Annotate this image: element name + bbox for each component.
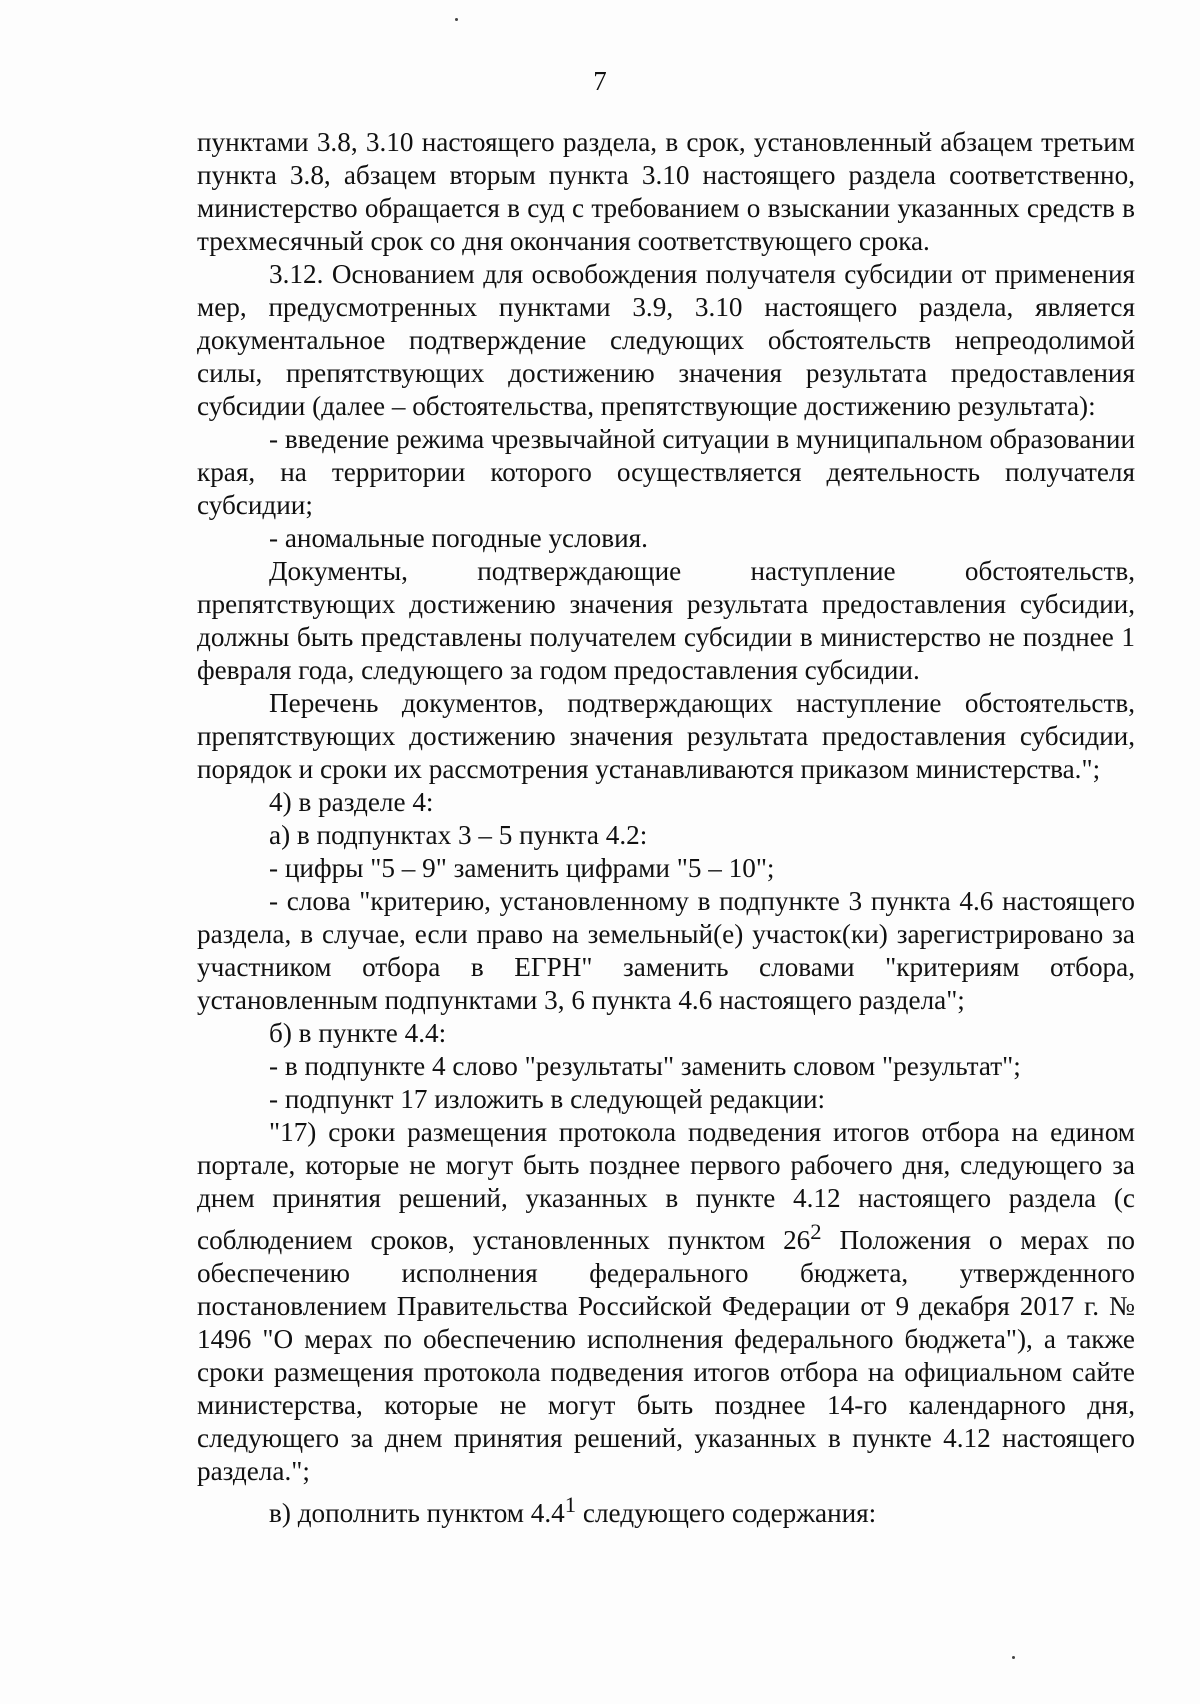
page-number: 7 (593, 66, 607, 96)
paragraph: - подпункт 17 изложить в следующей редакции: (269, 1084, 826, 1114)
paragraph: Перечень документов, подтверждающих наступление обстоятельств, препятствующих достижению значения результата предоставления субсидии, порядок и сроки их рассмотрения устанавливаются приказом министерства."; (197, 688, 1135, 784)
paragraph-text: "17) сроки размещения протокола подведения итогов отбора на едином портале, которые не могут быть позднее первого рабочего дня, следующего за днем принятия решений, указанных в пункте 4.12 настоящего раздела (с соблюдением сроков, установленных пунктом 26 (197, 1117, 1135, 1256)
paragraph (197, 1116, 1135, 1488)
document-body (197, 126, 1135, 1530)
paragraph: 4) в разделе 4: (269, 787, 434, 817)
scan-speck (1012, 1656, 1015, 1659)
superscript: 1 (564, 1492, 577, 1518)
paragraph-text: следующего содержания: (576, 1498, 877, 1529)
paragraph-text: в) дополнить пунктом 4.4 (269, 1498, 565, 1529)
paragraph: - введение режима чрезвычайной ситуации в муниципальном образовании края, на территории которого осуществляется деятельность получателя субсидии; (197, 424, 1135, 520)
scan-speck (455, 18, 458, 21)
paragraph: - аномальные погодные условия. (269, 523, 648, 553)
paragraph: а) в подпунктах 3 – 5 пункта 4.2: (269, 820, 648, 850)
superscript: 2 (810, 1219, 822, 1244)
paragraph: - слова "критерию, установленному в подпункте 3 пункта 4.6 настоящего раздела, в случае, если право на земельный(е) участок(ки) зарегистрировано за участником отбора в ЕГРН" заменить словами "критериям отбора, установленным подпунктами 3, 6 пункта 4.6 настоящего раздела"; (197, 886, 1135, 1015)
paragraph: пунктами 3.8, 3.10 настоящего раздела, в срок, установленный абзацем третьим пункта 3.8, абзацем вторым пункта 3.10 настоящего раздела соответственно, министерство обращается в суд с требованием о взыскании указанных средств в трехмесячный срок со дня окончания соответствующего срока. (197, 127, 1135, 256)
paragraph: б) в пункте 4.4: (269, 1018, 447, 1048)
paragraph: 3.12. Основанием для освобождения получателя субсидии от применения мер, предусмотренных пунктами 3.9, 3.10 настоящего раздела, является документальное подтверждение следующих обстоятельств непреодолимой силы, препятствующих достижению значения результата предоставления субсидии (далее – обстоятельства, препятствующие достижению результата): (197, 259, 1135, 421)
paragraph: - цифры "5 – 9" заменить цифрами "5 – 10"; (269, 853, 775, 883)
paragraph: - в подпункте 4 слово "результаты" заменить словом "результат"; (269, 1051, 1021, 1081)
paragraph (197, 1488, 1135, 1530)
paragraph: Документы, подтверждающие наступление обстоятельств, препятствующих достижению значения результата предоставления субсидии, должны быть представлены получателем субсидии в министерство не позднее 1 февраля года, следующего за годом предоставления субсидии. (197, 556, 1135, 685)
paragraph-text: Положения о мерах по обеспечению исполнения федерального бюджета, утвержденного постановлением Правительства Российской Федерации от 9 декабря 2017 г. № 1496 "О мерах по обеспечению исполнения федерального бюджета"), а также сроки размещения протокола подведения итогов отбора на официальном сайте министерства, которые не могут быть позднее 14-го календарного дня, следующего за днем принятия решений, указанных в пункте 4.12 настоящего раздела."; (197, 1225, 1135, 1487)
